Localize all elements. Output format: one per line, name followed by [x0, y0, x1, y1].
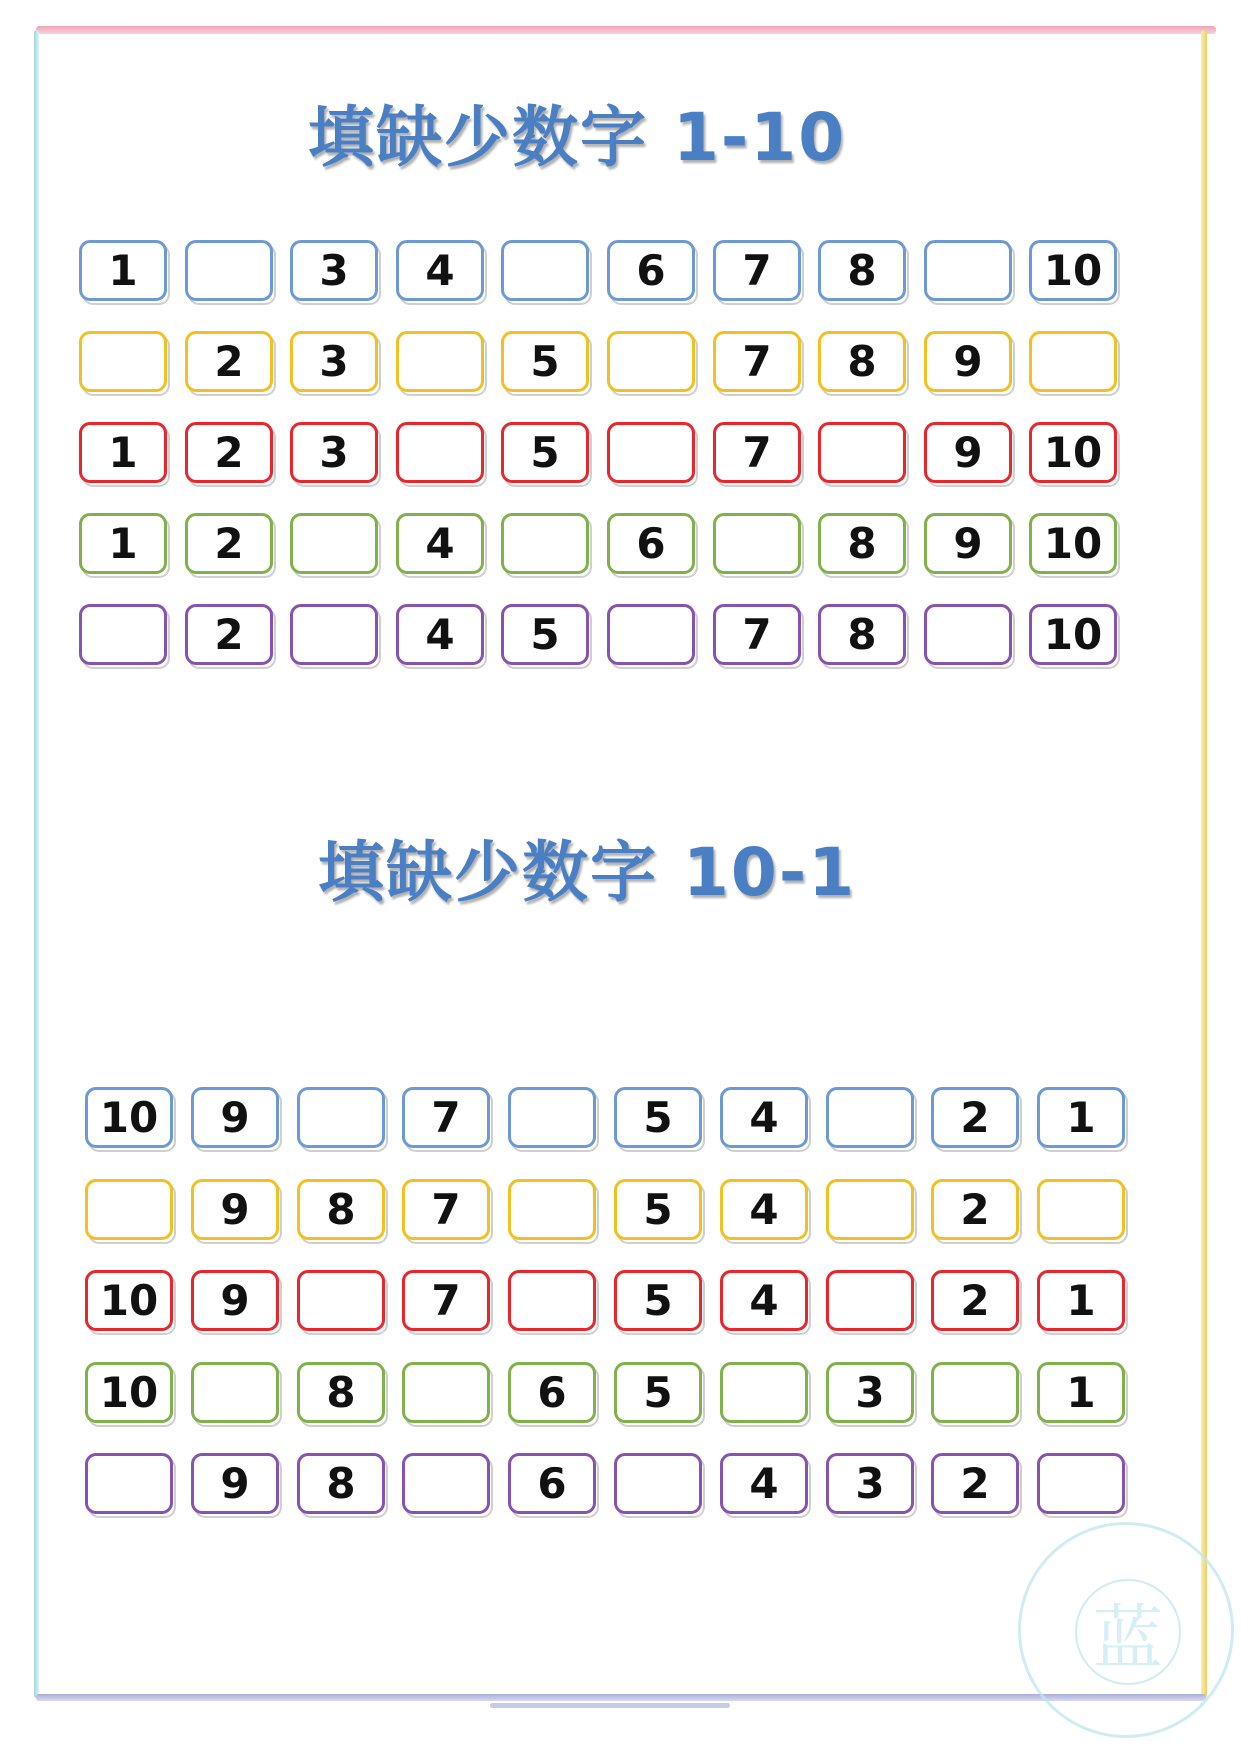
- blank-number-box[interactable]: [402, 1362, 490, 1423]
- number-box: 1: [79, 513, 167, 574]
- number-row: [85, 1087, 1135, 1151]
- blank-number-box[interactable]: [713, 513, 801, 574]
- blank-number-box[interactable]: [79, 331, 167, 392]
- number-box: 10: [85, 1270, 173, 1331]
- number-box: 7: [713, 240, 801, 301]
- number-box: 8: [818, 604, 906, 665]
- page-border-bottom: [36, 1694, 1206, 1701]
- number-box: 3: [826, 1362, 914, 1423]
- number-box: 10: [85, 1087, 173, 1148]
- number-row: [85, 1453, 1135, 1517]
- number-box: 7: [713, 604, 801, 665]
- number-box: 5: [501, 331, 589, 392]
- blank-number-box[interactable]: [191, 1362, 279, 1423]
- number-box: 2: [931, 1179, 1019, 1240]
- number-row: [85, 1362, 1135, 1426]
- blank-number-box[interactable]: [290, 604, 378, 665]
- number-box: 5: [614, 1362, 702, 1423]
- number-box: 4: [396, 240, 484, 301]
- blank-number-box[interactable]: [607, 331, 695, 392]
- blank-number-box[interactable]: [85, 1179, 173, 1240]
- number-box: 7: [402, 1179, 490, 1240]
- number-box: 8: [818, 513, 906, 574]
- number-row: [79, 422, 1129, 486]
- number-box: 9: [924, 422, 1012, 483]
- blank-number-box[interactable]: [818, 422, 906, 483]
- blank-number-box[interactable]: [924, 240, 1012, 301]
- number-row: [79, 513, 1129, 577]
- blank-number-box[interactable]: [501, 513, 589, 574]
- blank-number-box[interactable]: [290, 513, 378, 574]
- number-box: 4: [720, 1453, 808, 1514]
- number-box: 9: [924, 331, 1012, 392]
- blank-number-box[interactable]: [1037, 1179, 1125, 1240]
- number-box: 5: [501, 422, 589, 483]
- number-box: 4: [720, 1270, 808, 1331]
- blank-number-box[interactable]: [826, 1270, 914, 1331]
- blank-number-box[interactable]: [508, 1087, 596, 1148]
- number-box: 7: [402, 1270, 490, 1331]
- blank-number-box[interactable]: [402, 1453, 490, 1514]
- page-border-left: [34, 30, 39, 1698]
- number-box: 10: [1029, 240, 1117, 301]
- number-box: 9: [191, 1270, 279, 1331]
- number-box: 1: [79, 240, 167, 301]
- number-box: 3: [290, 331, 378, 392]
- number-box: 2: [185, 331, 273, 392]
- page-border-right: [1201, 30, 1207, 1698]
- number-row: [85, 1270, 1135, 1334]
- number-box: 7: [713, 331, 801, 392]
- number-box: 3: [826, 1453, 914, 1514]
- blank-number-box[interactable]: [607, 604, 695, 665]
- number-box: 10: [85, 1362, 173, 1423]
- number-box: 4: [396, 604, 484, 665]
- blank-number-box[interactable]: [297, 1087, 385, 1148]
- page-border-shadow: [490, 1703, 730, 1708]
- number-box: 10: [1029, 604, 1117, 665]
- number-box: 8: [297, 1453, 385, 1514]
- number-row: [85, 1179, 1135, 1243]
- blank-number-box[interactable]: [297, 1270, 385, 1331]
- number-box: 8: [818, 331, 906, 392]
- blank-number-box[interactable]: [85, 1453, 173, 1514]
- number-box: 9: [191, 1087, 279, 1148]
- blank-number-box[interactable]: [1029, 331, 1117, 392]
- number-row: [79, 331, 1129, 395]
- number-box: 10: [1029, 422, 1117, 483]
- blank-number-box[interactable]: [931, 1362, 1019, 1423]
- number-box: 1: [79, 422, 167, 483]
- number-box: 5: [614, 1270, 702, 1331]
- section-title-descending: 填缺少数字 10-1: [318, 834, 857, 911]
- blank-number-box[interactable]: [501, 240, 589, 301]
- blank-number-box[interactable]: [79, 604, 167, 665]
- blank-number-box[interactable]: [614, 1453, 702, 1514]
- number-box: 8: [297, 1179, 385, 1240]
- number-box: 6: [607, 240, 695, 301]
- number-row: [79, 240, 1129, 304]
- number-box: 4: [720, 1087, 808, 1148]
- number-box: 10: [1029, 513, 1117, 574]
- page-border-top: [36, 26, 1216, 34]
- number-box: 9: [191, 1179, 279, 1240]
- number-box: 2: [185, 604, 273, 665]
- number-box: 3: [290, 240, 378, 301]
- blank-number-box[interactable]: [508, 1179, 596, 1240]
- blank-number-box[interactable]: [826, 1179, 914, 1240]
- number-box: 5: [614, 1179, 702, 1240]
- number-box: 9: [191, 1453, 279, 1514]
- number-box: 2: [185, 513, 273, 574]
- number-box: 2: [931, 1453, 1019, 1514]
- number-box: 8: [818, 240, 906, 301]
- blank-number-box[interactable]: [1037, 1453, 1125, 1514]
- number-box: 4: [720, 1179, 808, 1240]
- blank-number-box[interactable]: [396, 422, 484, 483]
- number-box: 1: [1037, 1087, 1125, 1148]
- number-box: 4: [396, 513, 484, 574]
- number-box: 6: [508, 1362, 596, 1423]
- number-box: 8: [297, 1362, 385, 1423]
- number-box: 2: [185, 422, 273, 483]
- section-title-ascending: 填缺少数字 1-10: [308, 99, 847, 176]
- blank-number-box[interactable]: [826, 1087, 914, 1148]
- blank-number-box[interactable]: [924, 604, 1012, 665]
- blank-number-box[interactable]: [185, 240, 273, 301]
- number-box: 3: [290, 422, 378, 483]
- number-box: 6: [607, 513, 695, 574]
- number-box: 6: [508, 1453, 596, 1514]
- number-box: 5: [501, 604, 589, 665]
- number-box: 1: [1037, 1362, 1125, 1423]
- number-row: [79, 604, 1129, 668]
- number-box: 1: [1037, 1270, 1125, 1331]
- number-box: 5: [614, 1087, 702, 1148]
- blank-number-box[interactable]: [508, 1270, 596, 1331]
- number-box: 7: [402, 1087, 490, 1148]
- blank-number-box[interactable]: [396, 331, 484, 392]
- watermark-character: 蓝: [1075, 1579, 1181, 1685]
- number-box: 2: [931, 1087, 1019, 1148]
- number-box: 7: [713, 422, 801, 483]
- number-box: 9: [924, 513, 1012, 574]
- watermark-seal: [1018, 1522, 1234, 1738]
- blank-number-box[interactable]: [607, 422, 695, 483]
- number-box: 2: [931, 1270, 1019, 1331]
- blank-number-box[interactable]: [720, 1362, 808, 1423]
